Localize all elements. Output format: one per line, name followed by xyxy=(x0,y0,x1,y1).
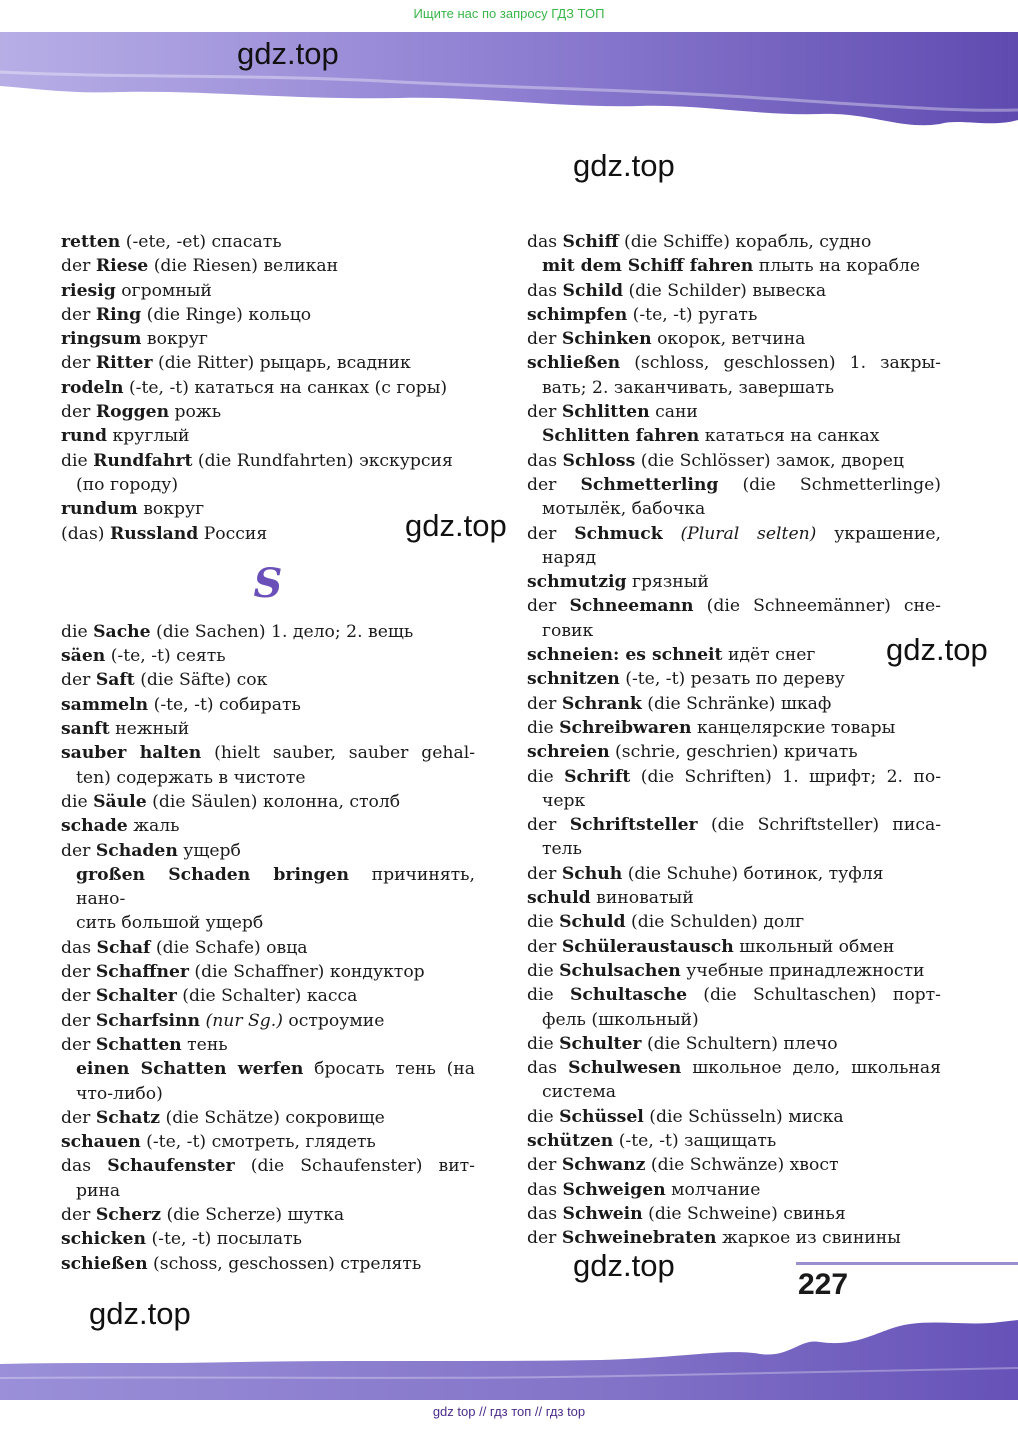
entry-text: (die Schriftsteller) писа- xyxy=(697,815,941,836)
entry-headword: Schloss xyxy=(562,450,636,471)
dictionary-entry xyxy=(61,376,475,400)
dictionary-entry xyxy=(527,1105,941,1129)
entry-headword: Schaufenster xyxy=(107,1156,235,1177)
entry-text: (die Schweine) свинья xyxy=(642,1203,846,1224)
entry-headword: Ring xyxy=(95,304,142,325)
entry-text: (-te, -t) смотреть, глядеть xyxy=(140,1132,376,1153)
entry-headword: Säule xyxy=(93,791,147,812)
entry-headword: Schulter xyxy=(559,1033,642,1054)
entry-headword: schnitzen xyxy=(527,669,620,690)
dictionary-entry xyxy=(527,983,941,1007)
dictionary-entry xyxy=(61,863,475,912)
entry-article: der xyxy=(527,596,570,617)
watermark: gdz.top xyxy=(886,632,988,667)
dictionary-entry xyxy=(61,351,475,375)
entry-headword: Schulsachen xyxy=(559,960,681,981)
entry-headword: Schwein xyxy=(562,1203,643,1224)
entry-text: (die Schlösser) замок, дворец xyxy=(635,450,904,471)
dictionary-entry xyxy=(527,1056,941,1080)
entry-headword: Schweinebraten xyxy=(561,1228,717,1249)
entry-headword: Rundfahrt xyxy=(93,450,193,471)
entry-headword: Schaden xyxy=(95,840,178,861)
watermark: gdz.top xyxy=(573,1248,675,1283)
dictionary-entry xyxy=(527,230,941,254)
watermark: gdz.top xyxy=(89,1296,191,1331)
entry-text: (die Schwänze) хвост xyxy=(645,1155,839,1176)
dictionary-entry xyxy=(527,1202,941,1226)
dictionary-entry xyxy=(61,1252,475,1276)
dictionary-entry xyxy=(527,327,941,351)
entry-text: (die Schränke) шкаф xyxy=(641,693,832,714)
entry-headword: Scherz xyxy=(95,1204,161,1225)
entry-article: der xyxy=(61,1010,96,1031)
entry-article: der xyxy=(527,815,570,836)
dictionary-entry xyxy=(527,1153,941,1177)
page-number: 227 xyxy=(798,1268,849,1301)
entry-note: (Plural selten) xyxy=(662,523,817,544)
dictionary-entry xyxy=(527,400,941,424)
dictionary-entry xyxy=(527,813,941,837)
entry-text: (die Schiffe) корабль, судно xyxy=(618,232,872,252)
entry-article: die xyxy=(527,960,560,981)
entry-text: ущерб xyxy=(177,840,241,861)
entry-text: тель xyxy=(542,839,582,860)
entry-text: сани xyxy=(649,402,698,423)
entry-headword: Ritter xyxy=(95,353,153,374)
dictionary-entry xyxy=(527,254,941,278)
dictionary-entry xyxy=(527,1178,941,1202)
entry-article: der xyxy=(61,402,96,423)
entry-text: (die Schultern) плечо xyxy=(641,1033,838,1054)
entry-headword: rodeln xyxy=(61,377,124,398)
entry-article: der xyxy=(527,1228,562,1249)
dictionary-entry xyxy=(61,279,475,303)
entry-article: das xyxy=(527,232,563,252)
entry-headword: Saft xyxy=(95,670,135,691)
dictionary-entry xyxy=(61,230,475,254)
dictionary-entry xyxy=(61,1154,475,1178)
entry-headword: Schmetterling xyxy=(580,474,719,495)
entry-headword: Schalter xyxy=(95,986,177,1007)
entry-headword: schade xyxy=(61,816,128,837)
entry-text: (die Schneemänner) сне- xyxy=(693,596,941,617)
entry-headword: Schriftsteller xyxy=(569,815,698,836)
entry-headword: Riese xyxy=(95,256,149,277)
entry-article: die xyxy=(61,621,94,642)
watermark: gdz.top xyxy=(573,148,675,183)
dictionary-entry xyxy=(61,1179,475,1203)
entry-headword: Schuh xyxy=(561,863,623,884)
entry-text: (-te, -t) сеять xyxy=(105,646,226,667)
entry-text: сить большой ущерб xyxy=(76,913,264,934)
entry-text: (die Schulden) долг xyxy=(625,912,805,933)
dictionary-entry xyxy=(61,303,475,327)
entry-article: die xyxy=(61,791,94,812)
entry-text: (die Schätze) сокровище xyxy=(160,1107,385,1128)
entry-article: der xyxy=(61,304,96,325)
entry-text: тень xyxy=(181,1034,228,1055)
entry-text: окорок, ветчина xyxy=(651,329,806,350)
entry-article: der xyxy=(527,474,581,495)
top-banner-decoration xyxy=(0,32,1018,132)
dictionary-entry xyxy=(527,959,941,983)
entry-text: кататься на санках xyxy=(699,426,880,447)
entry-article: das xyxy=(527,1058,569,1079)
entry-text: (die Schultaschen) порт- xyxy=(687,985,941,1006)
entry-text: школьный обмен xyxy=(733,936,895,957)
dictionary-entry xyxy=(527,1226,941,1250)
entry-text: виноватый xyxy=(590,888,694,909)
entry-text: (die Schafe) овца xyxy=(150,937,308,958)
dictionary-entry xyxy=(527,667,941,691)
entry-article: die xyxy=(527,1033,560,1054)
entry-headword: Schiff xyxy=(562,232,619,252)
dictionary-entry xyxy=(61,620,475,644)
dictionary-entry xyxy=(61,814,475,838)
dictionary-entry xyxy=(61,644,475,668)
entry-headword: Schuld xyxy=(559,912,626,933)
entry-article: der xyxy=(61,962,96,983)
entry-headword: Schlitten xyxy=(561,402,650,423)
entry-headword: riesig xyxy=(61,280,116,301)
entry-headword: Russland xyxy=(109,523,199,544)
entry-text: остроумие xyxy=(282,1010,385,1031)
entry-headword: Schatz xyxy=(95,1107,161,1128)
entry-text: (-te, -t) резать по дереву xyxy=(619,669,845,690)
dictionary-entry xyxy=(527,303,941,327)
entry-article: der xyxy=(61,1204,96,1225)
entry-text: (die Säfte) сок xyxy=(134,670,268,691)
dictionary-entry xyxy=(527,1080,941,1104)
dictionary-entry xyxy=(527,449,941,473)
entry-article: das xyxy=(527,1179,563,1200)
dictionary-entry xyxy=(527,376,941,400)
dictionary-entry xyxy=(61,668,475,692)
dictionary-entry xyxy=(61,400,475,424)
entry-text: украшение, xyxy=(816,523,941,544)
entry-text: (die Schüsseln) миска xyxy=(643,1106,844,1127)
entry-headword: Schneemann xyxy=(569,596,694,617)
entry-headword: ringsum xyxy=(61,329,142,350)
dictionary-entry xyxy=(527,1032,941,1056)
entry-text: (die Ringe) кольцо xyxy=(141,304,312,325)
entry-headword: schicken xyxy=(61,1229,146,1250)
entry-text: (die Rundfahrten) экскурсия xyxy=(192,450,453,471)
footer-links: gdz top // гдз топ // гдз top xyxy=(432,1404,586,1419)
entry-article: die xyxy=(527,717,560,738)
entry-text: (die Scherze) шутка xyxy=(160,1204,345,1225)
entry-article: (das) xyxy=(61,523,110,544)
entry-text: жаркое из свинины xyxy=(716,1228,901,1249)
entry-headword: schuld xyxy=(527,888,591,909)
dictionary-entry xyxy=(61,1130,475,1154)
entry-text: рожь xyxy=(169,402,222,423)
dictionary-entry xyxy=(527,643,941,667)
entry-headword: schließen xyxy=(527,353,621,374)
entry-text: говик xyxy=(542,620,594,641)
entry-headword: retten xyxy=(61,232,121,252)
entry-headword: schmutzig xyxy=(527,572,627,593)
entry-article: der xyxy=(61,353,96,374)
dictionary-entry xyxy=(527,1129,941,1153)
entry-article: die xyxy=(527,1106,560,1127)
entry-headword: schneien: es schneit xyxy=(527,645,723,666)
entry-headword: Schrank xyxy=(561,693,642,714)
watermark: gdz.top xyxy=(237,36,339,71)
entry-text: молчание xyxy=(665,1179,761,1200)
entry-text: (die Sachen) 1. дело; 2. вещь xyxy=(150,621,414,642)
dictionary-entry xyxy=(527,522,941,546)
entry-text: (die Schaffner) кондуктор xyxy=(188,962,425,983)
dictionary-entry xyxy=(61,1106,475,1130)
entry-headword: Schinken xyxy=(561,329,652,350)
dictionary-entry xyxy=(527,765,941,789)
entry-article: der xyxy=(527,936,562,957)
entry-article: der xyxy=(61,256,96,277)
entry-text: фель (школьный) xyxy=(542,1009,699,1030)
dictionary-entry xyxy=(527,546,941,570)
dictionary-entry xyxy=(61,1009,475,1033)
dictionary-entry xyxy=(527,886,941,910)
entry-article: der xyxy=(527,863,562,884)
entry-headword: Schatten xyxy=(95,1034,182,1055)
dictionary-entry xyxy=(527,424,941,448)
entry-article: der xyxy=(61,840,96,861)
entry-text: система xyxy=(542,1082,617,1103)
entry-article: der xyxy=(61,1034,96,1055)
entry-text: мотылёк, бабочка xyxy=(542,499,706,520)
entry-text: (-ete, -et) спасать xyxy=(120,232,282,252)
top-search-note: Ищите нас по запросу ГДЗ ТОП xyxy=(413,6,605,21)
entry-text: причинять, нано- xyxy=(76,864,475,910)
entry-headword: Schlitten fahren xyxy=(542,426,700,447)
entry-headword: schauen xyxy=(61,1132,141,1153)
entry-headword: großen Schaden bringen xyxy=(76,864,349,885)
dictionary-entry xyxy=(527,351,941,375)
entry-text: вокруг xyxy=(141,329,208,350)
dictionary-entry xyxy=(527,789,941,813)
entry-text: (-te, -t) кататься на санках (с горы) xyxy=(123,377,448,398)
entry-text: огромный xyxy=(115,280,212,301)
entry-article: der xyxy=(527,1155,562,1176)
entry-text: (hielt sauber, sauber gehal- xyxy=(201,743,475,764)
dictionary-entry xyxy=(61,693,475,717)
entry-article: das xyxy=(527,450,563,471)
dictionary-entry xyxy=(61,911,475,935)
dictionary-entry xyxy=(61,839,475,863)
entry-text: (die Schalter) касса xyxy=(176,986,358,1007)
section-letter: S xyxy=(253,559,283,607)
entry-article: der xyxy=(61,670,96,691)
entry-article: das xyxy=(61,1156,108,1177)
dictionary-entry xyxy=(527,910,941,934)
entry-headword: Schild xyxy=(562,280,623,301)
entry-text: ten) содержать в чистоте xyxy=(76,767,306,788)
entry-text: (-te, -t) ругать xyxy=(627,304,758,325)
dictionary-entry xyxy=(527,716,941,740)
entry-article: das xyxy=(61,937,97,958)
dictionary-entry xyxy=(527,279,941,303)
dictionary-entry xyxy=(61,497,475,521)
dictionary-entry xyxy=(61,1033,475,1057)
entry-headword: Schultasche xyxy=(569,985,688,1006)
entry-headword: Schmuck xyxy=(574,523,663,544)
entry-headword: sammeln xyxy=(61,694,149,715)
dictionary-entry xyxy=(61,741,475,765)
entry-text: нежный xyxy=(109,719,190,740)
dictionary-entry xyxy=(61,522,475,546)
entry-article: die xyxy=(527,912,560,933)
entry-article: das xyxy=(527,1203,563,1224)
entry-headword: Schwanz xyxy=(561,1155,646,1176)
entry-text: (schrie, geschrien) кричать xyxy=(609,742,858,763)
bottom-banner-decoration xyxy=(0,1318,1018,1400)
entry-headword: Schüleraustausch xyxy=(561,936,734,957)
entry-headword: schreien xyxy=(527,742,610,763)
entry-headword: schießen xyxy=(61,1253,148,1274)
entry-headword: rund xyxy=(61,426,108,447)
dictionary-entry xyxy=(61,424,475,448)
dictionary-entry xyxy=(61,254,475,278)
entry-text: (по городу) xyxy=(76,474,179,495)
entry-headword: rundum xyxy=(61,499,138,520)
entry-text: рина xyxy=(76,1180,121,1201)
entry-headword: Schrift xyxy=(564,766,631,787)
entry-article: der xyxy=(527,329,562,350)
dictionary-entry xyxy=(527,619,941,643)
entry-text: бросать тень (на xyxy=(303,1059,476,1080)
page-number-rule xyxy=(796,1262,1018,1265)
entry-text: (-te, -t) посылать xyxy=(145,1229,302,1250)
entry-text: круглый xyxy=(107,426,190,447)
entries-s-continued xyxy=(527,230,941,1250)
entry-headword: Schweigen xyxy=(562,1179,666,1200)
dictionary-entry xyxy=(527,862,941,886)
entry-note: (nur Sg.) xyxy=(200,1010,283,1031)
dictionary-entry xyxy=(61,1057,475,1081)
entries-s xyxy=(61,620,475,1276)
entry-text: (die Schriften) 1. шрифт; 2. по- xyxy=(630,766,942,787)
entry-text: вокруг xyxy=(137,499,205,520)
entry-headword: mit dem Schiff fahren xyxy=(542,256,754,277)
entry-headword: Schaffner xyxy=(95,962,189,983)
entry-text: идёт снег xyxy=(722,645,816,666)
dictionary-entry xyxy=(61,790,475,814)
entry-headword: sauber halten xyxy=(61,743,202,764)
entry-text: (die Riesen) великан xyxy=(148,256,339,277)
entry-article: der xyxy=(527,523,575,544)
entry-article: der xyxy=(527,693,562,714)
left-column xyxy=(61,230,475,1276)
entry-headword: Roggen xyxy=(95,402,170,423)
dictionary-entry xyxy=(527,837,941,861)
entry-text: учебные принадлежности xyxy=(680,960,925,981)
entry-text: школьное дело, школьная xyxy=(681,1058,941,1079)
dictionary-entry xyxy=(527,594,941,618)
entry-text: (die Säulen) колонна, столб xyxy=(146,791,401,812)
dictionary-entry xyxy=(61,327,475,351)
dictionary-entry xyxy=(61,717,475,741)
entry-text: (die Ritter) рыцарь, всадник xyxy=(152,353,411,374)
entry-text: что-либо) xyxy=(76,1083,163,1104)
entry-headword: Schreibwaren xyxy=(559,717,692,738)
entry-article: der xyxy=(527,402,562,423)
dictionary-entry xyxy=(527,497,941,521)
entry-article: das xyxy=(527,280,563,301)
entry-article: die xyxy=(527,985,570,1006)
entry-text: (die Schilder) вывеска xyxy=(623,280,827,301)
entry-headword: einen Schatten werfen xyxy=(76,1059,304,1080)
entry-article: der xyxy=(61,986,96,1007)
dictionary-entry xyxy=(527,1008,941,1032)
entry-text: (schloss, geschlossen) 1. закры- xyxy=(620,353,941,374)
dictionary-entry xyxy=(527,740,941,764)
entry-article: die xyxy=(61,450,94,471)
entry-headword: Sache xyxy=(93,621,151,642)
entry-headword: Scharfsinn xyxy=(95,1010,201,1031)
dictionary-entry xyxy=(527,935,941,959)
entry-headword: Schüssel xyxy=(559,1106,644,1127)
dictionary-entry xyxy=(61,1082,475,1106)
dictionary-entry xyxy=(61,1203,475,1227)
entry-text: (die Schuhe) ботинок, туфля xyxy=(622,863,884,884)
entry-headword: Schulwesen xyxy=(568,1058,682,1079)
dictionary-entry xyxy=(61,473,475,497)
right-column xyxy=(527,230,941,1250)
entry-text: (die Schaufenster) вит- xyxy=(234,1156,475,1177)
entry-text: плыть на корабле xyxy=(753,256,921,277)
dictionary-entry xyxy=(61,766,475,790)
entry-headword: schützen xyxy=(527,1130,614,1151)
entry-article: die xyxy=(527,766,565,787)
entry-text: канцелярские товары xyxy=(691,717,896,738)
entry-headword: säen xyxy=(61,646,106,667)
entry-text: вать; 2. заканчивать, завершать xyxy=(542,377,835,398)
entry-headword: Schaf xyxy=(96,937,151,958)
entry-headword: sanft xyxy=(61,719,110,740)
dictionary-entry xyxy=(61,449,475,473)
entry-headword: schimpfen xyxy=(527,304,628,325)
entry-text: наряд xyxy=(542,547,597,568)
entry-text: Россия xyxy=(198,523,268,544)
entry-text: грязный xyxy=(626,572,709,593)
dictionary-entry xyxy=(61,960,475,984)
dictionary-entry xyxy=(527,473,941,497)
dictionary-entry xyxy=(61,984,475,1008)
watermark: gdz.top xyxy=(405,508,507,543)
entry-text: (die Schmetterlinge) xyxy=(718,474,942,495)
entry-text: (-te, -t) собирать xyxy=(148,694,301,715)
entry-text: жаль xyxy=(127,816,180,837)
dictionary-entry xyxy=(527,570,941,594)
entry-article: der xyxy=(61,1107,96,1128)
dictionary-entry xyxy=(61,1227,475,1251)
entry-text: (schoss, geschossen) стрелять xyxy=(147,1253,422,1274)
entry-text: черк xyxy=(542,790,586,811)
dictionary-entry xyxy=(61,936,475,960)
entries-r xyxy=(61,230,475,546)
entry-text: (-te, -t) защищать xyxy=(613,1130,777,1151)
dictionary-entry xyxy=(527,692,941,716)
